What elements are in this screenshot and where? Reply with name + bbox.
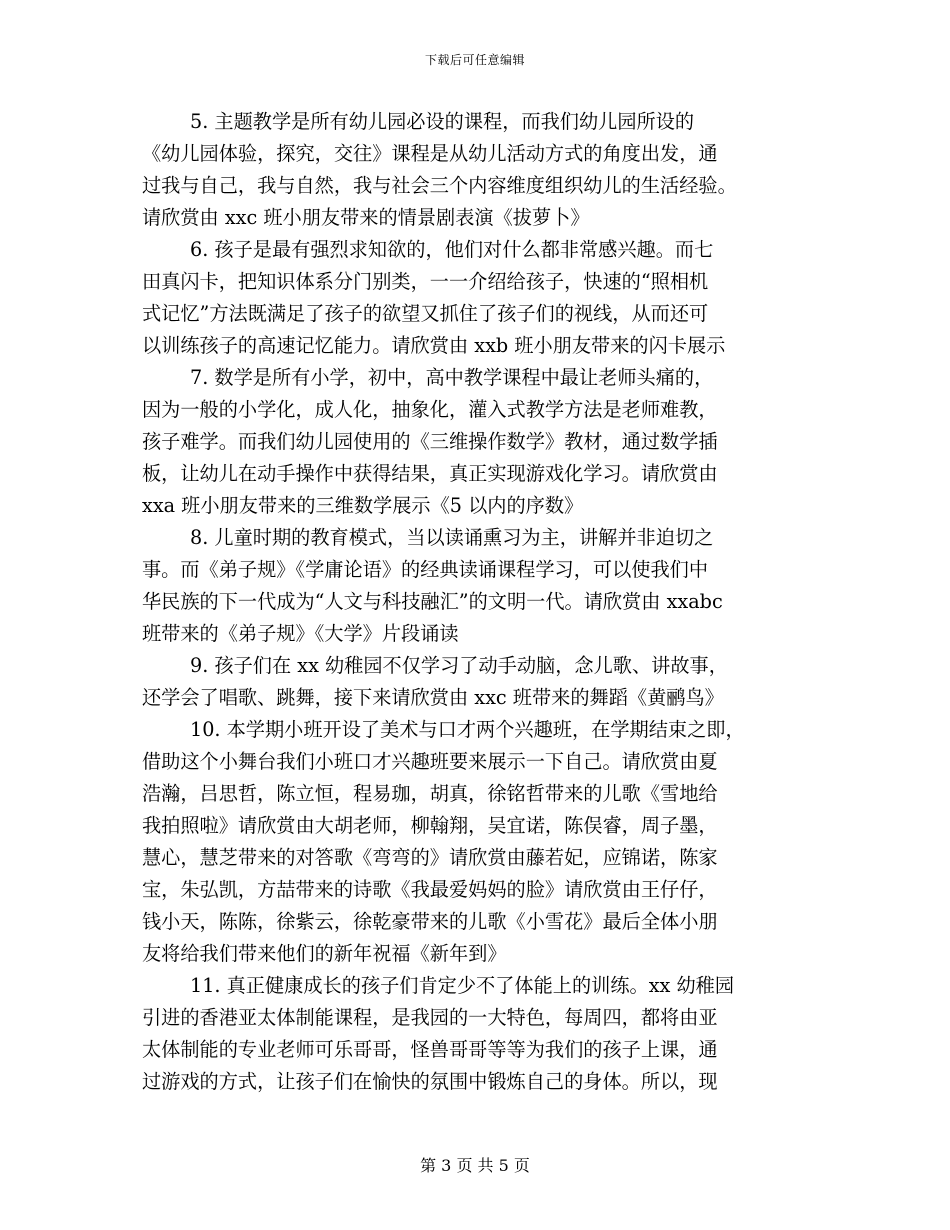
text-line: 钱小天，陈陈，徐紫云，徐乾豪带来的儿歌《小雪花》最后全体小朋 [142,910,718,933]
text-line: 过我与自己，我与自然，我与社会三个内容维度组织幼儿的生活经验。 [142,174,737,197]
text-line: 浩瀚，吕思哲，陈立恒，程易珈，胡真，徐铭哲带来的儿歌《雪地给 [142,782,718,805]
text-line: 过游戏的方式，让孩子们在愉快的氛围中锻炼自己的身体。所以，现 [142,1070,718,1093]
text-line: 友将给我们带来他们的新年祝福《新年到》 [142,942,507,965]
text-line: 宝，朱弘凯，方喆带来的诗歌《我最爱妈妈的脸》请欣赏由王仔仔， [142,878,718,901]
text-line: 慧心，慧芝带来的对答歌《弯弯的》请欣赏由藤若妃，应锦诺，陈家 [142,846,718,869]
text-line: 式记忆”方法既满足了孩子的欲望又抓住了孩子们的视线，从而还可 [142,302,709,325]
text-line: 借助这个小舞台我们小班口才兴趣班要来展示一下自己。请欣赏由夏 [142,750,718,773]
text-line: 以训练孩子的高速记忆能力。请欣赏由 xxb 班小朋友带来的闪卡展示 [142,334,726,357]
text-line: 太体制能的专业老师可乐哥哥，怪兽哥哥等等为我们的孩子上课，通 [142,1038,718,1061]
text-line: 引进的香港亚太体制能课程，是我园的一大特色，每周四，都将由亚 [142,1006,718,1029]
text-line: 11. 真正健康成长的孩子们肯定少不了体能上的训练。xx 幼稚园 [190,974,735,997]
text-line: xxa 班小朋友带来的三维数学展示《5 以内的序数》 [142,494,584,517]
text-line: 孩子难学。而我们幼儿园使用的《三维操作数学》教材，通过数学插 [142,430,718,453]
text-line: 7. 数学是所有小学，初中，高中教学课程中最让老师头痛的， [190,366,714,389]
text-line: 6. 孩子是最有强烈求知欲的，他们对什么都非常感兴趣。而七 [190,238,714,261]
text-line: 华民族的下一代成为“人文与科技融汇”的文明一代。请欣赏由 xxabc [142,590,723,613]
text-line: 还学会了唱歌、跳舞，接下来请欣赏由 xxc 班带来的舞蹈《黄鹂鸟》 [142,686,724,709]
text-line: 《幼儿园体验，探究，交往》课程是从幼儿活动方式的角度出发，通 [142,142,718,165]
text-line: 9. 孩子们在 xx 幼稚园不仅学习了动手动脑，念儿歌、讲故事， [190,654,728,677]
document-body [142,106,808,1098]
page-footer: 第 3 页 共 5 页 [420,1156,530,1175]
text-line: 5. 主题教学是所有幼儿园必设的课程，而我们幼儿园所设的 [190,110,695,133]
text-line: 板，让幼儿在动手操作中获得结果，真正实现游戏化学习。请欣赏由 [142,462,718,485]
text-line: 因为一般的小学化，成人化，抽象化，灌入式教学方法是老师难教， [142,398,718,421]
text-line: 10. 本学期小班开设了美术与口才两个兴趣班，在学期结束之即， [190,718,745,741]
text-line: 8. 儿童时期的教育模式，当以读诵熏习为主，讲解并非迫切之 [190,526,714,549]
text-line: 我拍照啦》请欣赏由大胡老师，柳翰翔，吴宜诺，陈俣睿，周子墨， [142,814,718,837]
page-header: 下载后可任意编辑 [424,53,525,67]
text-line: 田真闪卡，把知识体系分门别类，一一介绍给孩子，快速的“照相机 [142,270,709,293]
text-line: 事。而《弟子规》《学庸论语》的经典读诵课程学习，可以使我们中 [142,558,709,581]
text-line: 请欣赏由 xxc 班小朋友带来的情景剧表演《拔萝卜》 [142,206,590,229]
text-line: 班带来的《弟子规》《大学》片段诵读 [142,622,459,645]
